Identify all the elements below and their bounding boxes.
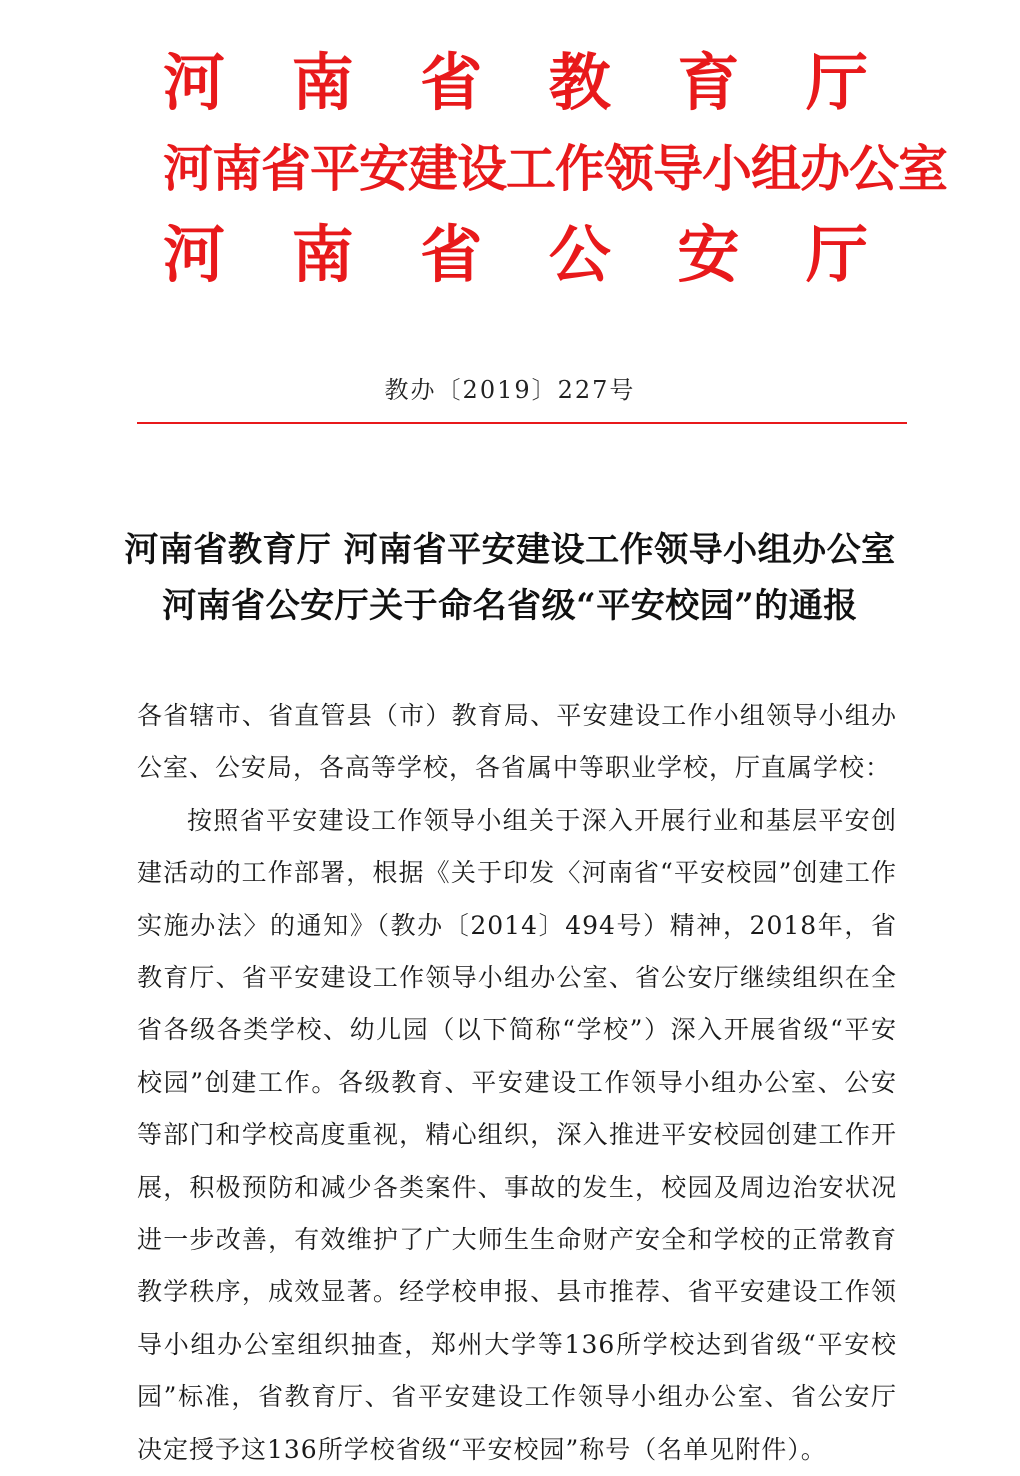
issuer-char: 河 [163,46,226,119]
document-number: 教办〔2019〕227号 [384,376,636,404]
title-line-2: 河南省公安厅关于命名省级“平安校园”的通报 [162,586,858,626]
issuer-public-security-department [163,212,868,298]
issuer-char: 教 [548,46,611,119]
issuer-char: 南 [291,218,354,291]
issuer-char: 安 [677,218,740,291]
issuer-char: 省 [420,46,483,119]
document-title [0,522,1020,634]
title-line-1: 河南省教育厅 河南省平安建设工作领导小组办公室 [124,530,896,570]
issuing-authorities [163,40,947,298]
issuer-char: 省 [420,218,483,291]
body-paragraph: 按照省平安建设工作领导小组关于深入开展行业和基层平安创建活动的工作部署，根据《关于印发〈河南省“平安校园”创建工作实施办法〉的通知》（教办〔2014〕494号）精神，2018年，省教育厅、省平安建设工作领导小组办公室、省公安厅继续组织在全省各级各类学校、幼儿园（以下简称“学校”）深入开展省级“平安校园”创建工作。各级教育、平安建设工作领导小组办公室、公安等部门和学校高度重视，精心组织，深入推进平安校园创建工作开展，积极预防和减少各类案件、事故的发生，校园及周边治安状况进一步改善，有效维护了广大师生生命财产安全和学校的正常教育教学秩序，成效显著。经学校申报、县市推荐、省平安建设工作领导小组办公室组织抽查，郑州大学等136所学校达到省级“平安校园”标准，省教育厅、省平安建设工作领导小组办公室、省公安厅决定授予这136所学校省级“平安校园”称号（名单见附件）。 [137,805,897,1464]
issuer-education-department [163,40,868,126]
issuer-char: 厅 [805,46,868,119]
document-body [137,690,897,1476]
issuer-char: 公 [548,218,611,291]
salutation: 各省辖市、省直管县（市）教育局、平安建设工作小组领导小组办公室、公安局，各高等学校，各省属中等职业学校，厅直属学校： [137,701,897,783]
issuer-safety-office-text: 河南省平安建设工作领导小组办公室 [163,139,947,198]
red-separator-rule [137,422,907,424]
issuer-char: 河 [163,218,226,291]
issuer-char: 厅 [805,218,868,291]
issuer-char: 育 [677,46,740,119]
issuer-safety-office [163,126,947,212]
issuer-char: 南 [291,46,354,119]
